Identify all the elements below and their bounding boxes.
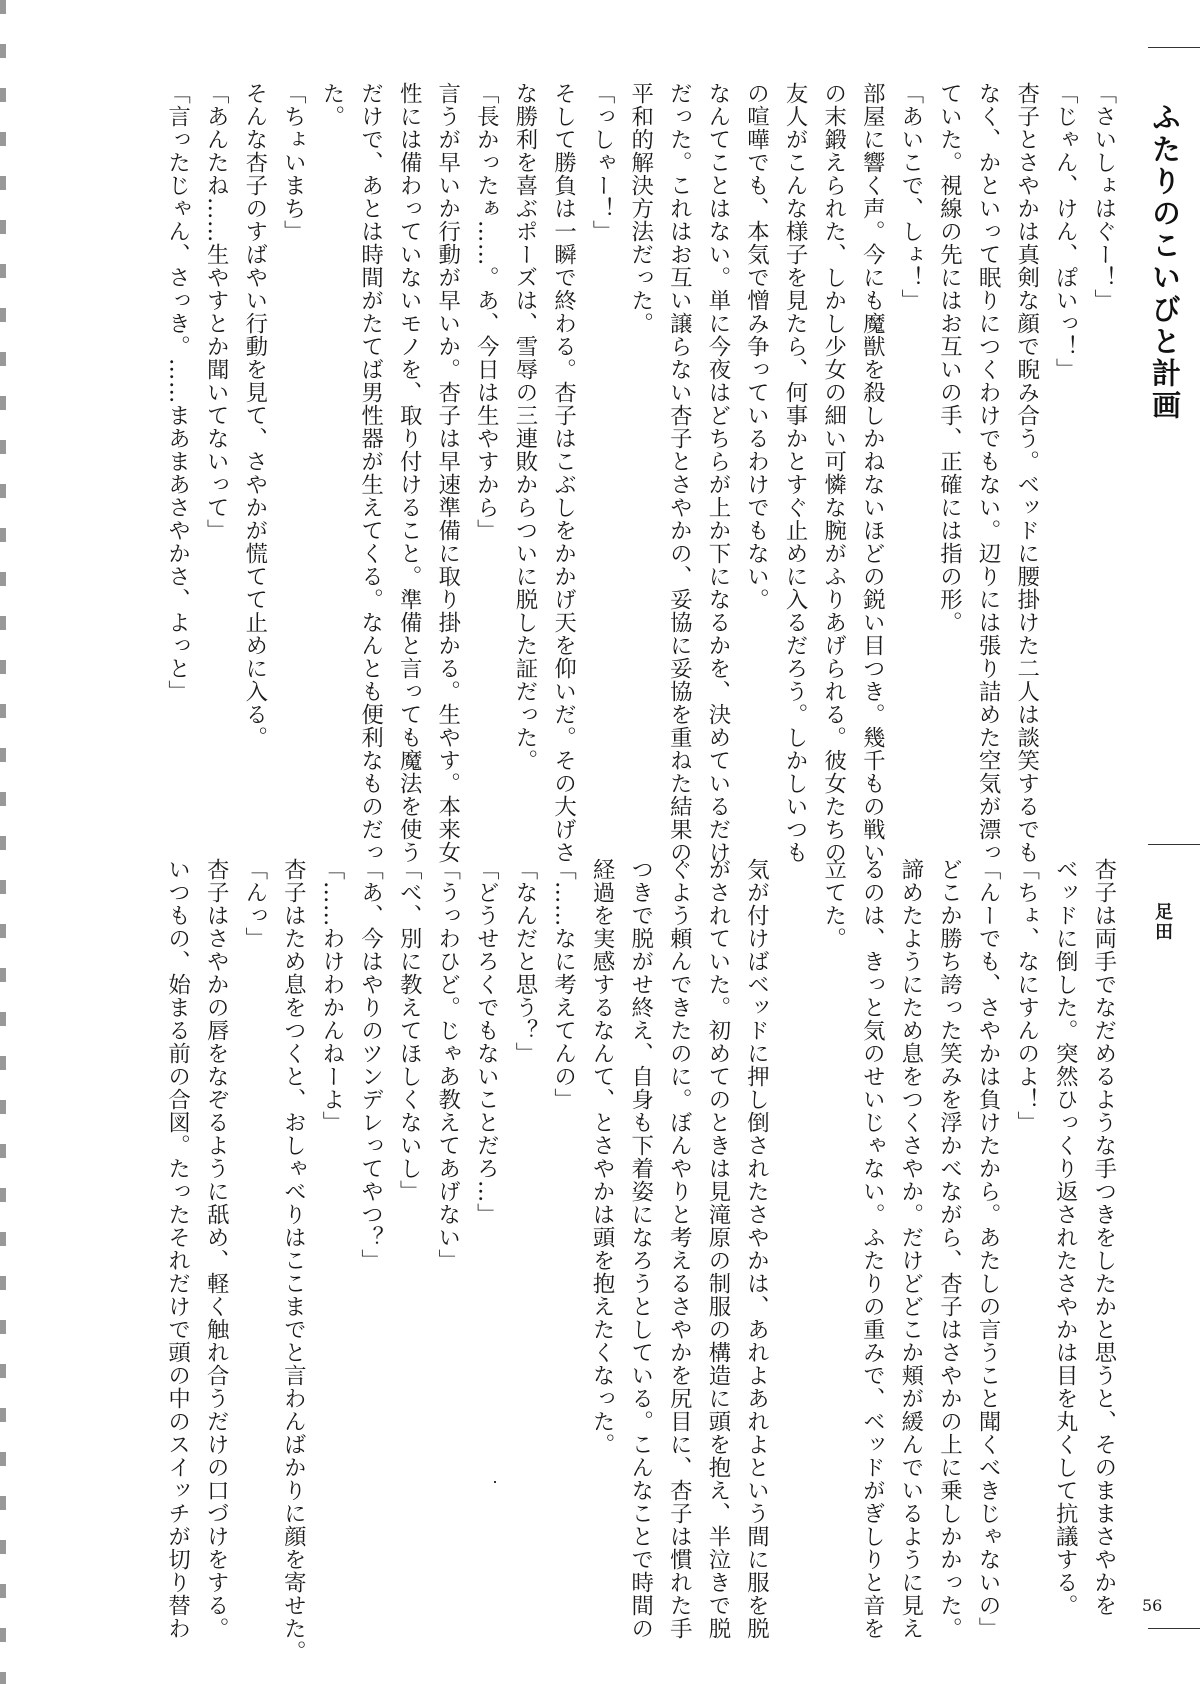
- text-line: ぐよう頼んできたのに。ぼんやりと考えるさやかを尻目に、杏子は慣れた手: [666, 858, 693, 1640]
- text-line: つきで脱がせ終え、自身も下着姿になろうとしている。こんなことで時間の: [627, 858, 654, 1640]
- text-line: がされていた。初めてのときは見滝原の制服の構造に頭を抱え、半泣きで脱: [704, 858, 731, 1640]
- text-line: 諦めたようにため息をつくさやか。だけどどこか頬が緩んでいるように見え: [897, 858, 924, 1640]
- text-line: 「ちょ、なにすんのよ！」: [1013, 858, 1040, 1134]
- lower-text-block: [158, 858, 1123, 1663]
- text-line: 「あ、今はやりのツンデレってやつ？」: [357, 858, 384, 1272]
- text-line: 「言ったじゃん、さっき。……まあまあさやかさ、よっと」: [164, 82, 191, 703]
- text-line: な勝利を喜ぶポーズは、雪辱の三連敗からついに脱した証だった。: [511, 82, 538, 772]
- text-line: なく、かといって眠りにつくわけでもない。辺りには張り詰めた空気が漂っ: [975, 82, 1002, 864]
- text-line: だけで、あとは時間がたてば男性器が生えてくる。なんとも便利なものだっ: [357, 82, 384, 864]
- text-line: 平和的解決方法だった。: [627, 82, 654, 335]
- text-line: 「……わけわかんねーよ」: [318, 858, 345, 1134]
- upper-text-block: [158, 82, 1123, 864]
- text-line: 「あいこで、しょ！」: [897, 82, 924, 312]
- text-line: 「んーでも、さやかは負けたから。あたしの言うこと聞くべきじゃないの」: [975, 858, 1002, 1640]
- text-line: 「長かったぁ……。あ、今日は生やすから」: [473, 82, 500, 542]
- text-line: 「なんだと思う？」: [511, 858, 538, 1065]
- text-line: 「じゃん、けん、ぽいっ！」: [1052, 82, 1079, 381]
- bottom-rule: [1148, 1628, 1200, 1629]
- page-number: 56: [1142, 1596, 1163, 1615]
- author-name: 足田: [1152, 902, 1173, 942]
- text-line: ていた。視線の先にはお互いの手、正確には指の形。: [936, 82, 963, 634]
- story-title: ふたりのこいびと計画: [1148, 102, 1182, 422]
- text-line: 杏子はさやかの唇をなぞるように舐め、軽く触れ合うだけの口づけをする。: [203, 858, 230, 1640]
- text-line: 杏子とさやかは真剣な顔で睨み合う。ベッドに腰掛けた二人は談笑するでも: [1013, 82, 1040, 864]
- text-line: 「あんたね……生やすとか聞いてないって」: [203, 82, 230, 542]
- text-line: の末鍛えられた、しかし少女の細い可憐な腕がふりあげられる。彼女たちの: [820, 82, 847, 864]
- text-line: なんてことはない。単に今夜はどちらが上か下になるかを、決めているだけ: [704, 82, 731, 864]
- text-line: 言うが早いか行動が早いか。杏子は早速準備に取り掛かる。生やす。本来女: [434, 82, 461, 864]
- text-line: 「ちょいまち」: [280, 82, 307, 243]
- text-line: るのは、きっと気のせいじゃない。ふたりの重みで、ベッドがぎしりと音を: [859, 858, 886, 1640]
- text-line: 気が付けばベッドに押し倒されたさやかは、あれよあれよという間に服を脱: [743, 858, 770, 1640]
- text-line: そんな杏子のすばやい行動を見て、さやかが慌てて止めに入る。: [241, 82, 268, 749]
- text-line: 杏子は両手でなだめるような手つきをしたかと思うと、そのままさやかを: [1090, 858, 1117, 1617]
- text-line: ベッドに倒した。突然ひっくり返されたさやかは目を丸くして抗議する。: [1052, 858, 1079, 1617]
- text-line: 性には備わっていないモノを、取り付けること。準備と言っても魔法を使う: [396, 82, 423, 864]
- text-line: 「んっ」: [241, 858, 268, 950]
- stray-dot: [494, 1481, 496, 1483]
- text-line: た。: [318, 82, 345, 128]
- text-line: 「っしゃー！」: [589, 82, 616, 243]
- text-line: 「うっわひど。じゃあ教えてあげない」: [434, 858, 461, 1272]
- text-line: 「どうせろくでもないことだろ…」: [473, 858, 500, 1226]
- middle-rule: [1148, 844, 1200, 845]
- text-line: そして勝負は一瞬で終わる。杏子はこぶしをかかげ天を仰いだ。その大げさ: [550, 82, 577, 864]
- text-line: 友人がこんな様子を見たら、何事かとすぐ止めに入るだろう。しかしいつも: [782, 82, 809, 864]
- binding-edge-marks: [0, 0, 6, 1684]
- text-line: どこか勝ち誇った笑みを浮かべながら、杏子はさやかの上に乗しかかった。: [936, 858, 963, 1640]
- text-line: 「……なに考えてんの」: [550, 858, 577, 1111]
- text-line: 経過を実感するなんて、とさやかは頭を抱えたくなった。: [589, 858, 616, 1456]
- text-line: の喧嘩でも、本気で憎み争っているわけでもない。: [743, 82, 770, 611]
- text-line: だった。これはお互い譲らない杏子とさやかの、妥協に妥協を重ねた結果の: [666, 82, 693, 864]
- top-rule: [1148, 47, 1200, 48]
- text-line: 立てた。: [820, 858, 847, 950]
- text-line: 「さいしょはぐー！」: [1090, 82, 1117, 312]
- text-line: 杏子はため息をつくと、おしゃべりはここまでと言わんばかりに顔を寄せた。: [280, 858, 307, 1663]
- text-line: いつもの、始まる前の合図。たったそれだけで頭の中のスイッチが切り替わ: [164, 858, 191, 1640]
- text-line: 「べ、別に教えてほしくないし」: [396, 858, 423, 1203]
- text-line: 部屋に響く声。今にも魔獣を殺しかねないほどの鋭い目つき。幾千もの戦い: [859, 82, 886, 864]
- text-line: [776, 858, 815, 1578]
